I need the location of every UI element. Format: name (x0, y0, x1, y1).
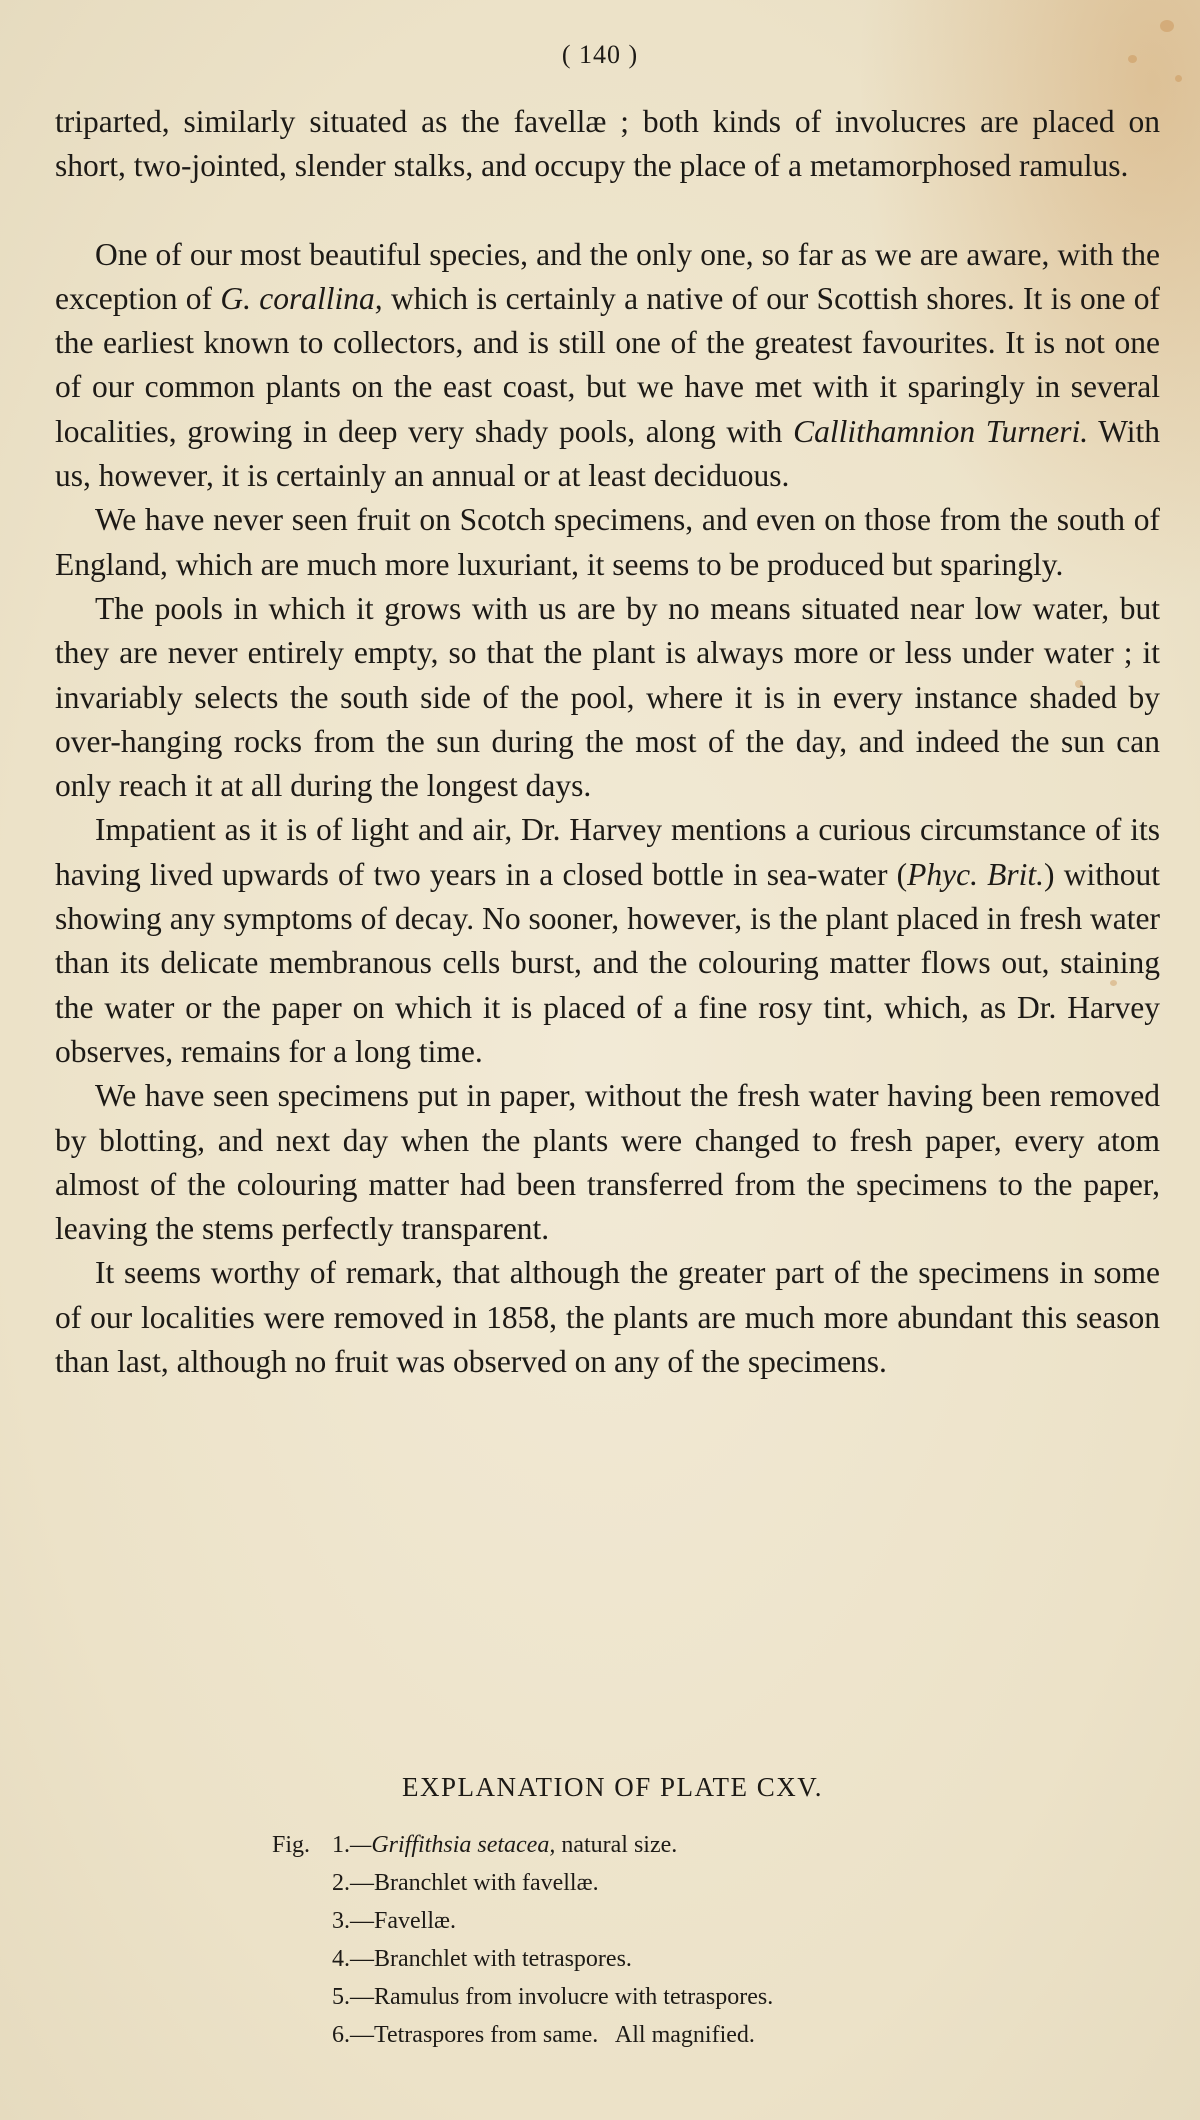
text-run: triparted, similarly situated as the favellæ ; both kinds of involucres are placed on short, two-jointed, slender stalks, and occupy the place of a metamorphosed ramulus. (55, 104, 1160, 184)
figure-number: 4. (332, 1946, 350, 1972)
figure-description: —Branchlet with favellæ. (350, 1870, 599, 1896)
figure-number: 2. (332, 1870, 350, 1896)
figure-description: —Ramulus from involucre with tetraspores. (350, 1984, 774, 2010)
page-number: ( 140 ) (561, 40, 639, 69)
figure-species-name: —Griffithsia setacea, (350, 1832, 556, 1858)
figure-item (272, 1826, 773, 1864)
figure-number: 5. (332, 1984, 350, 2010)
text-run: Impatient as it is of light and air, Dr. Harvey mentions a curious circumstance of its having lived upwards of two years in a closed bottle in sea-water ( (55, 812, 1160, 892)
figure-prefix: Fig. (272, 1832, 311, 1858)
plate-heading: EXPLANATION OF PLATE CXV. (401, 1772, 824, 1802)
figure-description: —Branchlet with tetraspores. (350, 1946, 632, 1972)
body-text (55, 100, 1160, 1384)
text-run: We have never seen fruit on Scotch specimens, and even on those from the south of England, which are much more luxuriant, it seems to be produced but sparingly. (55, 502, 1160, 582)
foxing-spot (1160, 20, 1174, 32)
figure-item (272, 1940, 773, 1978)
foxing-spot (1175, 75, 1182, 82)
italic-text: Callithamnion Turneri. (793, 413, 1089, 449)
paragraph (55, 100, 1160, 189)
text-run: It seems worthy of remark, that although the greater part of the specimens in some of our localities were removed in 1858, the plants are much more abundant this season than last, although no fruit was observed on any of the specimens. (55, 1255, 1160, 1380)
paragraph (55, 1074, 1160, 1251)
paragraph (55, 587, 1160, 808)
text-run: ) without showing any symptoms of decay. No sooner, however, is the plant placed in fresh water than its delicate membranous cells burst, and the colouring matter flows out, staining the water or the paper on which it is placed of a fine rosy tint, which, as Dr. Harvey observes, remains for a long time. (55, 856, 1160, 1069)
text-run: One of our most beautiful species, and the only one, so far as we are aware, with the exception of (55, 236, 1160, 316)
paragraph (55, 498, 1160, 587)
paragraph (55, 233, 1160, 499)
italic-text: G. corallina, (220, 280, 383, 316)
figure-item (272, 1902, 773, 1940)
figure-number: 1. (332, 1832, 350, 1858)
text-run: With us, however, it is certainly an annual or at least deciduous. (55, 413, 1160, 494)
text-run: The pools in which it grows with us are by no means situated near low water, but they are never entirely empty, so that the plant is always more or less under water ; it invariably selects the south side of the pool, where it is in every instance shaded by over-hanging rocks from the sun during the most of the day, and indeed the sun can only reach it at all during the longest days. (55, 590, 1160, 804)
figure-description: —Tetraspores from same. All magnified. (350, 2022, 755, 2048)
figure-description: —Favellæ. (350, 1908, 456, 1934)
italic-text: Phyc. Brit. (907, 856, 1045, 892)
figure-list (272, 1826, 773, 2054)
figure-number: 3. (332, 1908, 350, 1934)
figure-item (272, 1864, 773, 1902)
paragraph (55, 1251, 1160, 1384)
figure-description: natural size. (555, 1832, 678, 1858)
figure-item (272, 1978, 773, 2016)
text-run: We have seen specimens put in paper, without the fresh water having been removed by blotting, and next day when the plants were changed to fresh paper, every atom almost of the colouring matter had been transferred from the specimens to the paper, leaving the stems perfectly transparent. (55, 1078, 1160, 1247)
paragraph (55, 808, 1160, 1074)
figure-item (272, 2016, 773, 2054)
text-run: which is certainly a native of our Scottish shores. It is one of the earliest known to collectors, and is still one of the greatest favourites. It is not one of our common plants on the east coast, but we have met with it sparingly in several localities, growing in deep very shady pools, along with (55, 280, 1160, 449)
figure-number: 6. (332, 2022, 350, 2048)
